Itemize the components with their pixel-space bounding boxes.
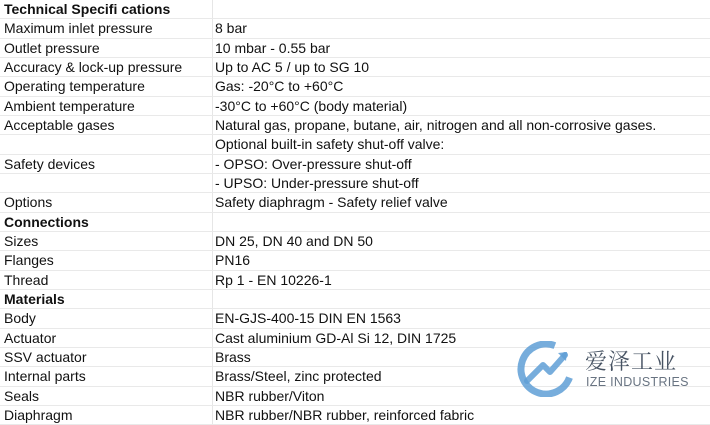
- spec-value: NBR rubber/Viton: [215, 387, 325, 404]
- table-row: [0, 309, 710, 328]
- spec-label: Seals: [0, 387, 213, 405]
- spec-value: Gas: -20°C to +60°C: [215, 78, 344, 95]
- table-row: [0, 155, 710, 174]
- spec-label: Thread: [0, 271, 213, 289]
- spec-label: Sizes: [0, 232, 213, 250]
- spec-label: Diaphragm: [0, 406, 213, 424]
- spec-value: NBR rubber/NBR rubber, reinforced fabric: [215, 406, 475, 423]
- spec-value: Brass: [215, 348, 251, 365]
- spec-value: Cast aluminium GD-Al Si 12, DIN 1725: [215, 329, 457, 346]
- section-header-row: [0, 213, 710, 232]
- section-header-row: [0, 0, 710, 19]
- section-header-row: [0, 290, 710, 309]
- spec-value: [213, 290, 215, 308]
- watermark: [517, 341, 697, 397]
- ize-logo-icon: [517, 341, 575, 397]
- section-title: Connections: [0, 213, 213, 231]
- table-row: [0, 174, 710, 193]
- table-row: [0, 251, 710, 270]
- spec-value: Optional built-in safety shut-off valve:: [215, 136, 445, 153]
- watermark-chinese-text: 爱泽工业: [585, 350, 678, 375]
- watermark-english-text: IZE INDUSTRIES: [586, 375, 689, 389]
- table-row: [0, 116, 710, 135]
- spec-label: Flanges: [0, 251, 213, 269]
- spec-value: [213, 0, 215, 18]
- spec-label: Body: [0, 309, 213, 327]
- spec-value: - UPSO: Under-pressure shut-off: [215, 174, 419, 191]
- spec-value: -30°C to +60°C (body material): [215, 97, 408, 114]
- spec-value: Rp 1 - EN 10226-1: [215, 271, 332, 288]
- spec-value: Brass/Steel, zinc protected: [215, 368, 382, 385]
- spec-label: Acceptable gases: [0, 116, 213, 134]
- spec-label: Accuracy & lock-up pressure: [0, 58, 213, 76]
- table-row: [0, 77, 710, 96]
- spec-label: Operating temperature: [0, 77, 213, 95]
- table-row: [0, 58, 710, 77]
- spec-label: SSV actuator: [0, 348, 213, 366]
- spec-label: [0, 174, 213, 192]
- spec-value: Natural gas, propane, butane, air, nitrogen and all non-corrosive gases.: [215, 116, 657, 133]
- table-row: [0, 19, 710, 38]
- spec-label: Ambient temperature: [0, 97, 213, 115]
- spec-value: DN 25, DN 40 and DN 50: [215, 232, 373, 249]
- spec-label: Actuator: [0, 329, 213, 347]
- spec-value: [213, 213, 215, 231]
- spec-label: Safety devices: [0, 155, 213, 173]
- section-title: Materials: [0, 290, 213, 308]
- spec-value: Up to AC 5 / up to SG 10: [215, 58, 370, 75]
- spec-value: PN16: [215, 252, 251, 269]
- spec-value: Safety diaphragm - Safety relief valve: [215, 194, 448, 211]
- spec-value: 8 bar: [215, 20, 247, 37]
- spec-label: Outlet pressure: [0, 39, 213, 57]
- spec-label: [0, 135, 213, 153]
- spec-label: Options: [0, 193, 213, 211]
- table-row: [0, 271, 710, 290]
- spec-label: Internal parts: [0, 367, 213, 385]
- table-row: [0, 406, 710, 425]
- section-title: Technical Specifi cations: [0, 0, 213, 18]
- table-row: [0, 39, 710, 58]
- table-row: [0, 193, 710, 212]
- spec-value: 10 mbar - 0.55 bar: [215, 39, 331, 56]
- spec-value: EN-GJS-400-15 DIN EN 1563: [215, 310, 401, 327]
- spec-label: Maximum inlet pressure: [0, 19, 213, 37]
- table-row: [0, 97, 710, 116]
- table-row: [0, 232, 710, 251]
- spec-value: - OPSO: Over-pressure shut-off: [215, 155, 412, 172]
- table-row: [0, 135, 710, 154]
